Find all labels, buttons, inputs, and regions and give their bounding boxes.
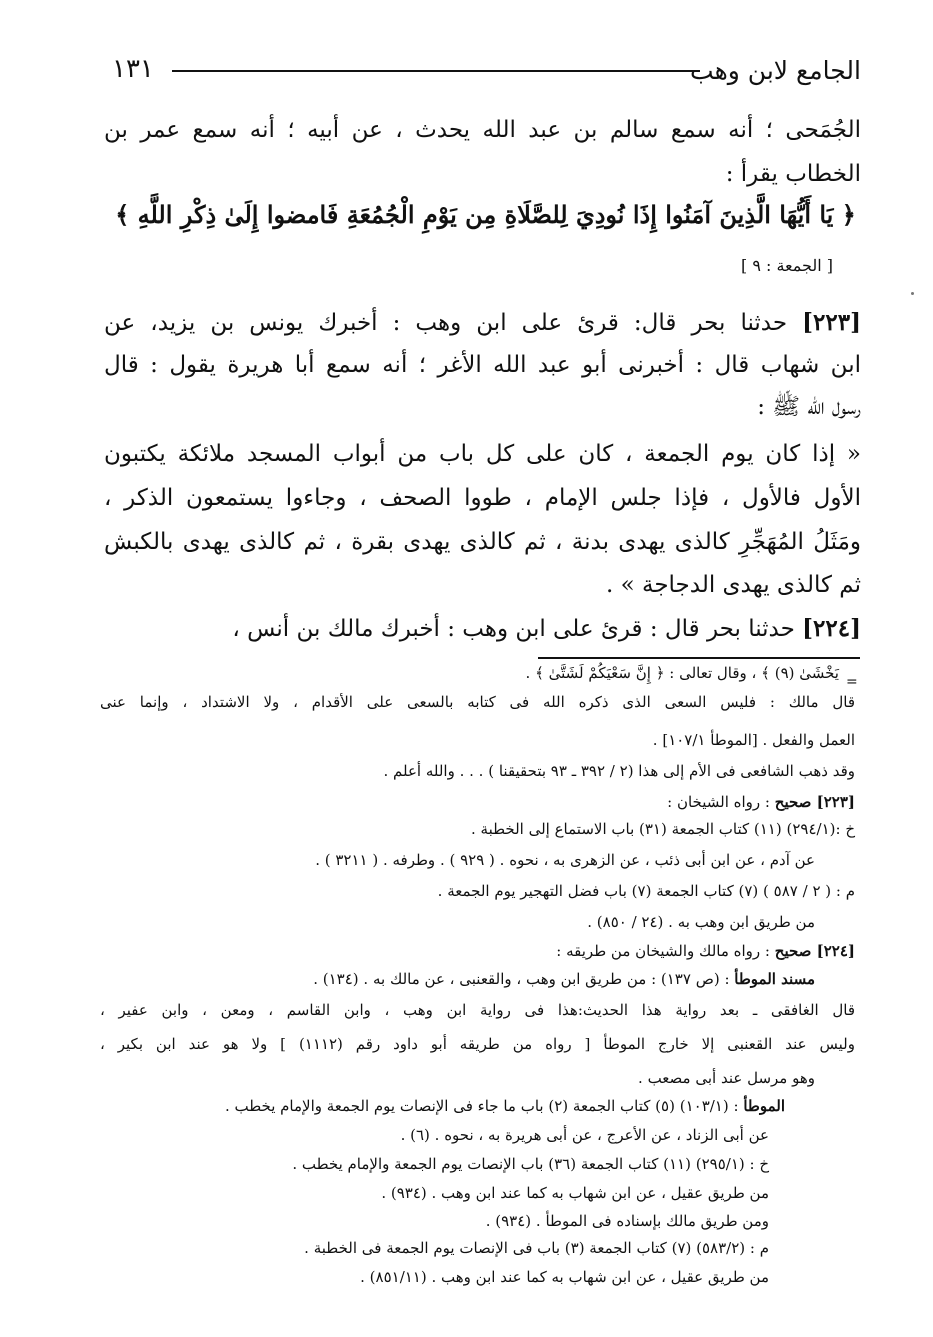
hadith-number: [٢٢٤]: [802, 615, 861, 642]
hadith-text-line: ثم كالذى يهدى الدجاجة » .: [605, 572, 861, 598]
page-number: ١٣١: [112, 54, 154, 84]
footnote-line: عن آدم ، عن ابن أبى ذئب ، عن الزهرى به ، نحوه . ( ٩٢٩ ) . وطرفه . ( ٣٢١١ ) .: [315, 851, 815, 869]
footnote-line: وهو مرسل عند أبى مصعب .: [638, 1069, 815, 1087]
footnote-label: مسند الموطأ: [734, 970, 815, 988]
footnote-line: [667, 793, 855, 813]
body-line: رسول الله ﷺ :: [757, 394, 861, 420]
hadith-number: [٢٢٣]: [802, 309, 861, 336]
hadith-isnad: حدثنا بحر قال: قرئ على ابن وهب : أخبرك يونس بن يزيد، عن: [104, 310, 788, 336]
footnote-line: م : ( ٢ / ٥٨٧ ) (٧) كتاب الجمعة (٧) باب فضل التهجير يوم الجمعة .: [437, 882, 855, 900]
hadith-223-line1: [104, 308, 861, 339]
footnote-text: : رواه مالك والشيخان من طريقه :: [556, 942, 770, 960]
footnote-text: : رواه الشيخان :: [667, 793, 770, 811]
hadith-text-line: الأول فالأول ، فإذا جلس الإمام ، طووا الصحف ، وجاءوا يستمعون الذكر ،: [104, 485, 861, 511]
hadith-224-line1: [104, 614, 861, 645]
footnote-text: : (١٠٣/١) (٥) كتاب الجمعة (٢) باب ما جاء فى الإنصات يوم الجمعة والإمام يخطب .: [224, 1097, 739, 1115]
hadith-isnad: حدثنا بحر قال : قرئ على ابن وهب : أخبرك مالك بن أنس ،: [232, 616, 795, 642]
body-line: الخطاب يقرأ :: [725, 161, 861, 187]
body-line: الجُمَحى ؛ أنه سمع سالم بن عبد الله يحدث ، عن أبيه ؛ أنه سمع عمر بن: [104, 117, 861, 143]
footnote-line: [313, 970, 815, 990]
footnote-line: م : (٥٨٣/٢) (٧) كتاب الجمعة (٣) باب فى الإنصات يوم الجمعة فى الخطبة .: [304, 1239, 769, 1257]
footnote-continuation-marker: =: [846, 674, 858, 690]
header-rule: [172, 70, 700, 72]
footnote-rule: [538, 657, 860, 659]
footnote-line: خ : (٢٩٥/١) (١١) كتاب الجمعة (٣٦) باب الإنصات يوم الجمعة والإمام يخطب .: [292, 1155, 769, 1173]
footnote-line: [556, 942, 855, 962]
footnote-label: [٢٢٤] صحيح: [774, 942, 855, 960]
quran-verse: ﴿ يَا أَيُّهَا الَّذِينَ آمَنُوا إِذَا نُودِيَ لِلصَّلَاةِ مِن يَوْمِ الْجُمُعَةِ فَامضوا إِلَىٰ ذِكْرِ اللَّهِ ﴾: [115, 200, 856, 229]
footnote-line: قال مالك : فليس السعى الذى ذكره الله فى كتابه بالسعى على الأقدام ، ولا الاشتداد ، وإنما عنى: [100, 693, 855, 711]
footnote-label: [٢٢٣] صحيح: [774, 793, 855, 811]
hadith-text-line: « إذا كان يوم الجمعة ، كان على كل باب من أبواب المسجد ملائكة يكتبون: [104, 441, 861, 467]
footnote-line: خ :(٢٩٤/١) (١١) كتاب الجمعة (٣١) باب الاستماع إلى الخطبة .: [471, 820, 855, 838]
hadith-text-line: ومَثَلُ المُهَجِّرِ كالذى يهدى بدنة ، ثم كالذى يهدى بقرة ، ثم كالذى يهدى بالكبش: [104, 529, 861, 555]
footnote-line: العمل والفعل . [الموطأ ١٠٧/١] .: [652, 731, 855, 749]
footnote-line: [225, 1097, 785, 1117]
body-line: ابن شهاب قال : أخبرنى أبو عبد الله الأغر ؛ أنه سمع أبا هريرة يقول : قال: [104, 352, 861, 378]
footnote-line: قال الغافقى ـ بعد رواية هذا الحديث:هذا فى رواية ابن وهب ، وابن القاسم ، ومعن ، وابن عفير ،: [100, 1001, 855, 1019]
quran-reference: [ الجمعة : ٩ ]: [740, 256, 833, 275]
footnote-label: الموطأ: [743, 1097, 785, 1115]
footnote-line: من طريق عقيل ، عن ابن شهاب به كما عند ابن وهب . (٨٥١/١١) .: [360, 1268, 769, 1286]
footnote-line: وليس عند القعنبى إلا خارج الموطأ [ رواه من طريقه أبو داود رقم (١١١٢) ] ولا هو عند ابن بكير ،: [100, 1035, 855, 1053]
footnote-line: يَخْشَىٰ (٩) ﴾ ، وقال تعالى : ﴿ إِنَّ سَعْيَكُمْ لَشَتَّىٰ ﴾ .: [525, 664, 839, 682]
scan-speck: [911, 292, 914, 295]
footnote-line: من طريق عقيل ، عن ابن شهاب به كما عند ابن وهب . (٩٣٤) .: [381, 1184, 769, 1202]
footnote-line: من طريق ابن وهب به . (٢٤ / ٨٥٠) .: [587, 913, 815, 931]
running-header-title: الجامع لابن وهب: [690, 56, 861, 85]
footnote-line: وقد ذهب الشافعى فى الأم إلى هذا (٢ / ٣٩٢ ـ ٩٣ بتحقيقنا ) . . . والله أعلم .: [383, 762, 855, 780]
footnote-line: ومن طريق مالك بإسناده فى الموطأ . (٩٣٤) .: [485, 1212, 769, 1230]
footnote-text: : (ص ١٣٧) : من طريق ابن وهب ، والقعنبى ، عن مالك به . (١٣٤) .: [313, 970, 730, 988]
footnote-line: عن أبى الزناد ، عن الأعرج ، عن أبى هريرة به ، نحوه . (٦) .: [400, 1126, 769, 1144]
